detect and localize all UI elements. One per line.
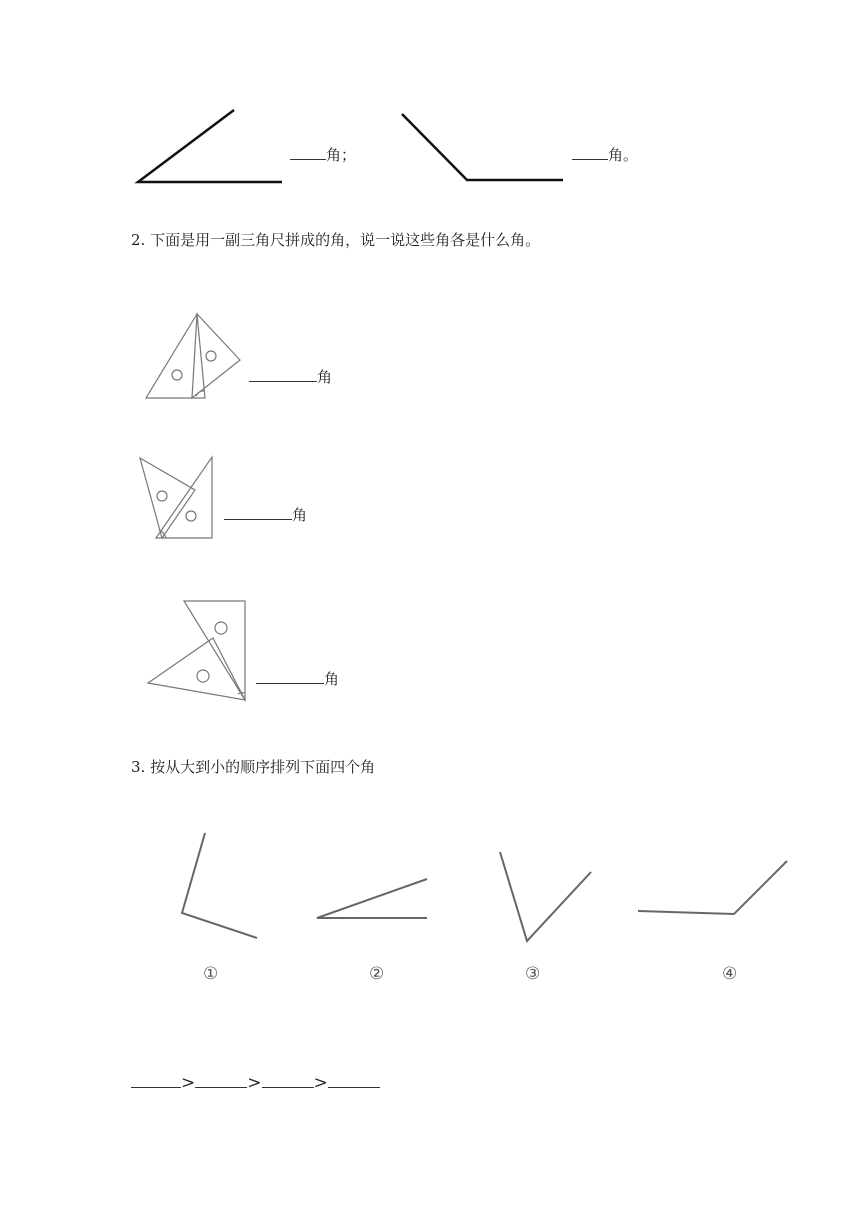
answer-suffix: 角。: [608, 146, 639, 164]
order-blank-3[interactable]: [262, 1073, 314, 1088]
order-separator: >: [181, 1073, 196, 1093]
order-separator: >: [247, 1073, 262, 1093]
angle-3: [500, 852, 591, 941]
order-blank-2[interactable]: [195, 1073, 247, 1088]
answer-suffix: 角；: [326, 146, 357, 164]
angle-label-2: ②: [369, 964, 385, 984]
angle-2: [317, 879, 427, 918]
angle-label-4: ④: [722, 964, 738, 984]
answer-suffix: 角: [317, 368, 333, 386]
q3-title: 3. 按从大到小的顺序排列下面四个角: [131, 758, 376, 776]
order-separator: >: [313, 1073, 328, 1093]
angle-label-1: ①: [203, 964, 219, 984]
angle-1: [182, 833, 257, 938]
angle-label-3: ③: [525, 964, 541, 984]
angle-4: [638, 861, 787, 914]
order-blank-1[interactable]: [131, 1073, 181, 1088]
answer-suffix: 角: [324, 670, 340, 688]
answer-suffix: 角: [292, 506, 308, 524]
q2-title: 2. 下面是用一副三角尺拼成的角，说一说这些角各是什么角。: [131, 231, 541, 249]
q3-order-answer: [131, 1073, 380, 1093]
order-blank-4[interactable]: [328, 1073, 380, 1088]
